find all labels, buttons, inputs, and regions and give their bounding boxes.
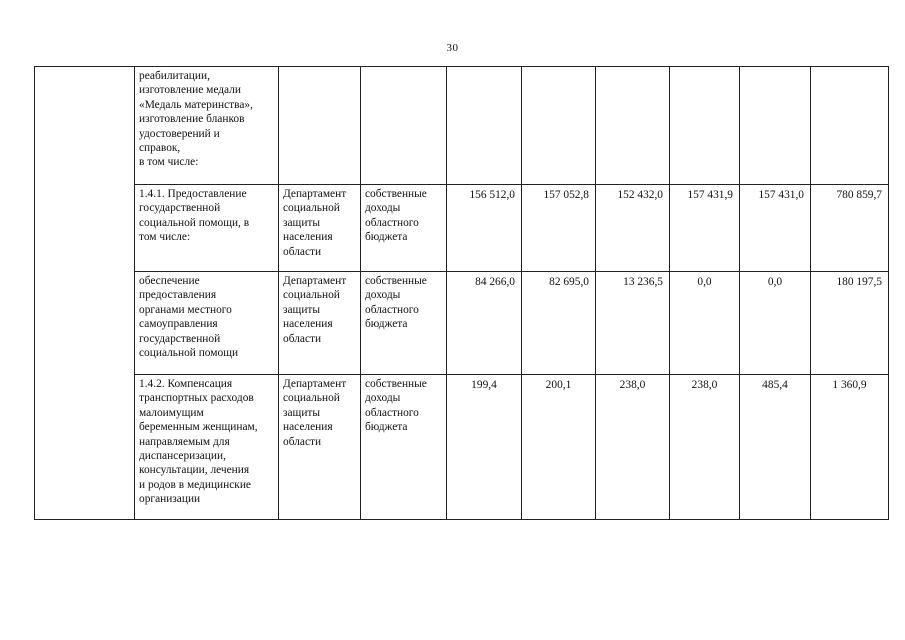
value-year-4-cell: 157 431,9 [670, 185, 740, 272]
value-year-2-cell: 82 695,0 [522, 272, 596, 375]
value-year-1-cell: 84 266,0 [447, 272, 522, 375]
value-year-2-cell [522, 67, 596, 185]
total-cell: 180 197,5 [811, 272, 889, 375]
value-year-4-cell: 238,0 [670, 375, 740, 520]
source-cell: собственные доходы областного бюджета [361, 375, 447, 520]
total-cell [811, 67, 889, 185]
source-cell: собственные доходы областного бюджета [361, 185, 447, 272]
value-year-3-cell [596, 67, 670, 185]
total-cell: 780 859,7 [811, 185, 889, 272]
table-row [35, 67, 889, 185]
budget-table [34, 66, 889, 520]
executor-cell: Департамент социальной защиты населения области [279, 185, 361, 272]
value-year-1-cell: 156 512,0 [447, 185, 522, 272]
empty-left-column [35, 67, 135, 520]
description-cell: 1.4.1. Предоставление государственной социальной помощи, в том числе: [135, 185, 279, 272]
source-cell [361, 67, 447, 185]
table-row [35, 375, 889, 520]
description-cell: обеспечение предоставления органами местного самоуправления государственной социальной помощи [135, 272, 279, 375]
table-row [35, 185, 889, 272]
value-year-5-cell: 0,0 [740, 272, 811, 375]
value-year-2-cell: 157 052,8 [522, 185, 596, 272]
value-year-1-cell [447, 67, 522, 185]
value-year-5-cell: 485,4 [740, 375, 811, 520]
value-year-3-cell: 238,0 [596, 375, 670, 520]
table-row [35, 272, 889, 375]
value-year-3-cell: 13 236,5 [596, 272, 670, 375]
description-cell: реабилитации, изготовление медали «Медаль материнства», изготовление бланков удостоверений и справок, в том числе: [135, 67, 279, 185]
description-cell: 1.4.2. Компенсация транспортных расходов малоимущим беременным женщинам, направляемым для диспансеризации, консультации, лечения и родов в медицинские организации [135, 375, 279, 520]
value-year-1-cell: 199,4 [447, 375, 522, 520]
value-year-3-cell: 152 432,0 [596, 185, 670, 272]
executor-cell [279, 67, 361, 185]
value-year-5-cell [740, 67, 811, 185]
source-cell: собственные доходы областного бюджета [361, 272, 447, 375]
value-year-2-cell: 200,1 [522, 375, 596, 520]
page-number: 30 [446, 42, 459, 54]
total-cell: 1 360,9 [811, 375, 889, 520]
value-year-4-cell [670, 67, 740, 185]
executor-cell: Департамент социальной защиты населения области [279, 375, 361, 520]
executor-cell: Департамент социальной защиты населения области [279, 272, 361, 375]
value-year-4-cell: 0,0 [670, 272, 740, 375]
value-year-5-cell: 157 431,0 [740, 185, 811, 272]
